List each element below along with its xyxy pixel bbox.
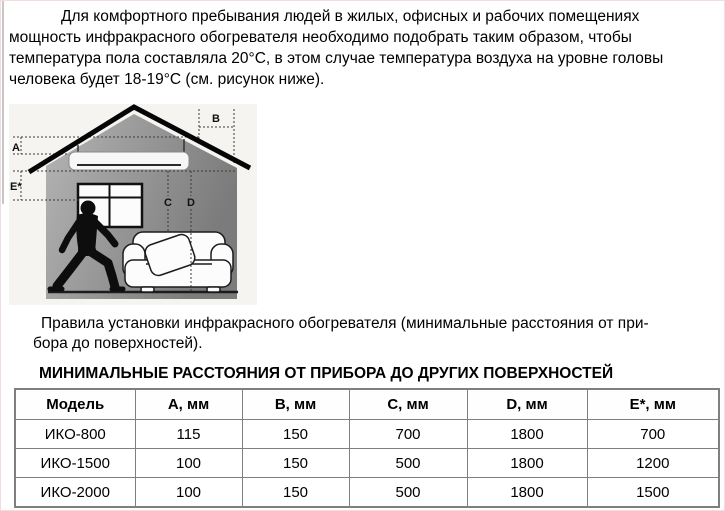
column-header-model: Модель (15, 389, 135, 420)
cell-a: 115 (135, 420, 242, 449)
figure-caption (33, 314, 713, 354)
intro-line: температура пола составляла 20°С, в этом случае температура воздуха на уровне головы (9, 50, 664, 67)
dim-label-e: E* (10, 181, 22, 193)
intro-line: Для комфортного пребывания людей в жилых, офисных и рабочих помещениях (61, 8, 640, 25)
cell-model: ИКО-800 (15, 420, 135, 449)
cell-b: 150 (242, 420, 349, 449)
column-header-a: A, мм (135, 389, 242, 420)
cell-b: 150 (242, 449, 349, 478)
cell-c: 700 (349, 420, 467, 449)
column-header-c: C, мм (349, 389, 467, 420)
cell-a: 100 (135, 449, 242, 478)
cell-e: 1200 (587, 449, 719, 478)
table-title: МИНИМАЛЬНЫЕ РАССТОЯНИЯ ОТ ПРИБОРА ДО ДРУГИХ ПОВЕРХНОСТЕЙ (39, 365, 614, 382)
cell-b: 150 (242, 478, 349, 508)
cell-d: 1800 (467, 449, 587, 478)
infrared-heater (69, 152, 189, 170)
column-header-e: E*, мм (587, 389, 719, 420)
cell-d: 1800 (467, 420, 587, 449)
cell-e: 700 (587, 420, 719, 449)
sofa (123, 232, 233, 292)
intro-line: человека будет 18-19°С (см. рисунок ниже). (9, 71, 325, 88)
sofa-foot-right (207, 287, 220, 292)
min-distances-table (14, 388, 720, 508)
table-row (15, 478, 719, 508)
column-header-d: D, мм (467, 389, 587, 420)
installation-diagram-svg (9, 104, 257, 305)
dim-label-d: D (187, 197, 195, 209)
caption-line: бора до поверхностей). (33, 335, 203, 352)
intro-line: мощность инфракрасного обогревателя необходимо подобрать таким образом, чтобы (9, 29, 632, 46)
page-edge-line (2, 1, 4, 204)
column-header-b: B, мм (242, 389, 349, 420)
dim-label-b: B (212, 113, 220, 125)
cell-c: 500 (349, 478, 467, 508)
dim-label-c: C (164, 197, 172, 209)
dim-label-a: A (12, 142, 20, 154)
installation-diagram (9, 104, 257, 305)
caption-line: Правила установки инфракрасного обогревателя (минимальные расстояния от при- (41, 315, 649, 332)
cell-d: 1800 (467, 478, 587, 508)
table-row (15, 449, 719, 478)
cell-model: ИКО-2000 (15, 478, 135, 508)
intro-paragraph (9, 6, 717, 90)
table-row (15, 420, 719, 449)
cell-model: ИКО-1500 (15, 449, 135, 478)
cell-c: 500 (349, 449, 467, 478)
cell-e: 1500 (587, 478, 719, 508)
cell-a: 100 (135, 478, 242, 508)
table-header-row (15, 389, 719, 420)
person-head (81, 201, 96, 216)
sofa-foot-left (141, 287, 154, 292)
